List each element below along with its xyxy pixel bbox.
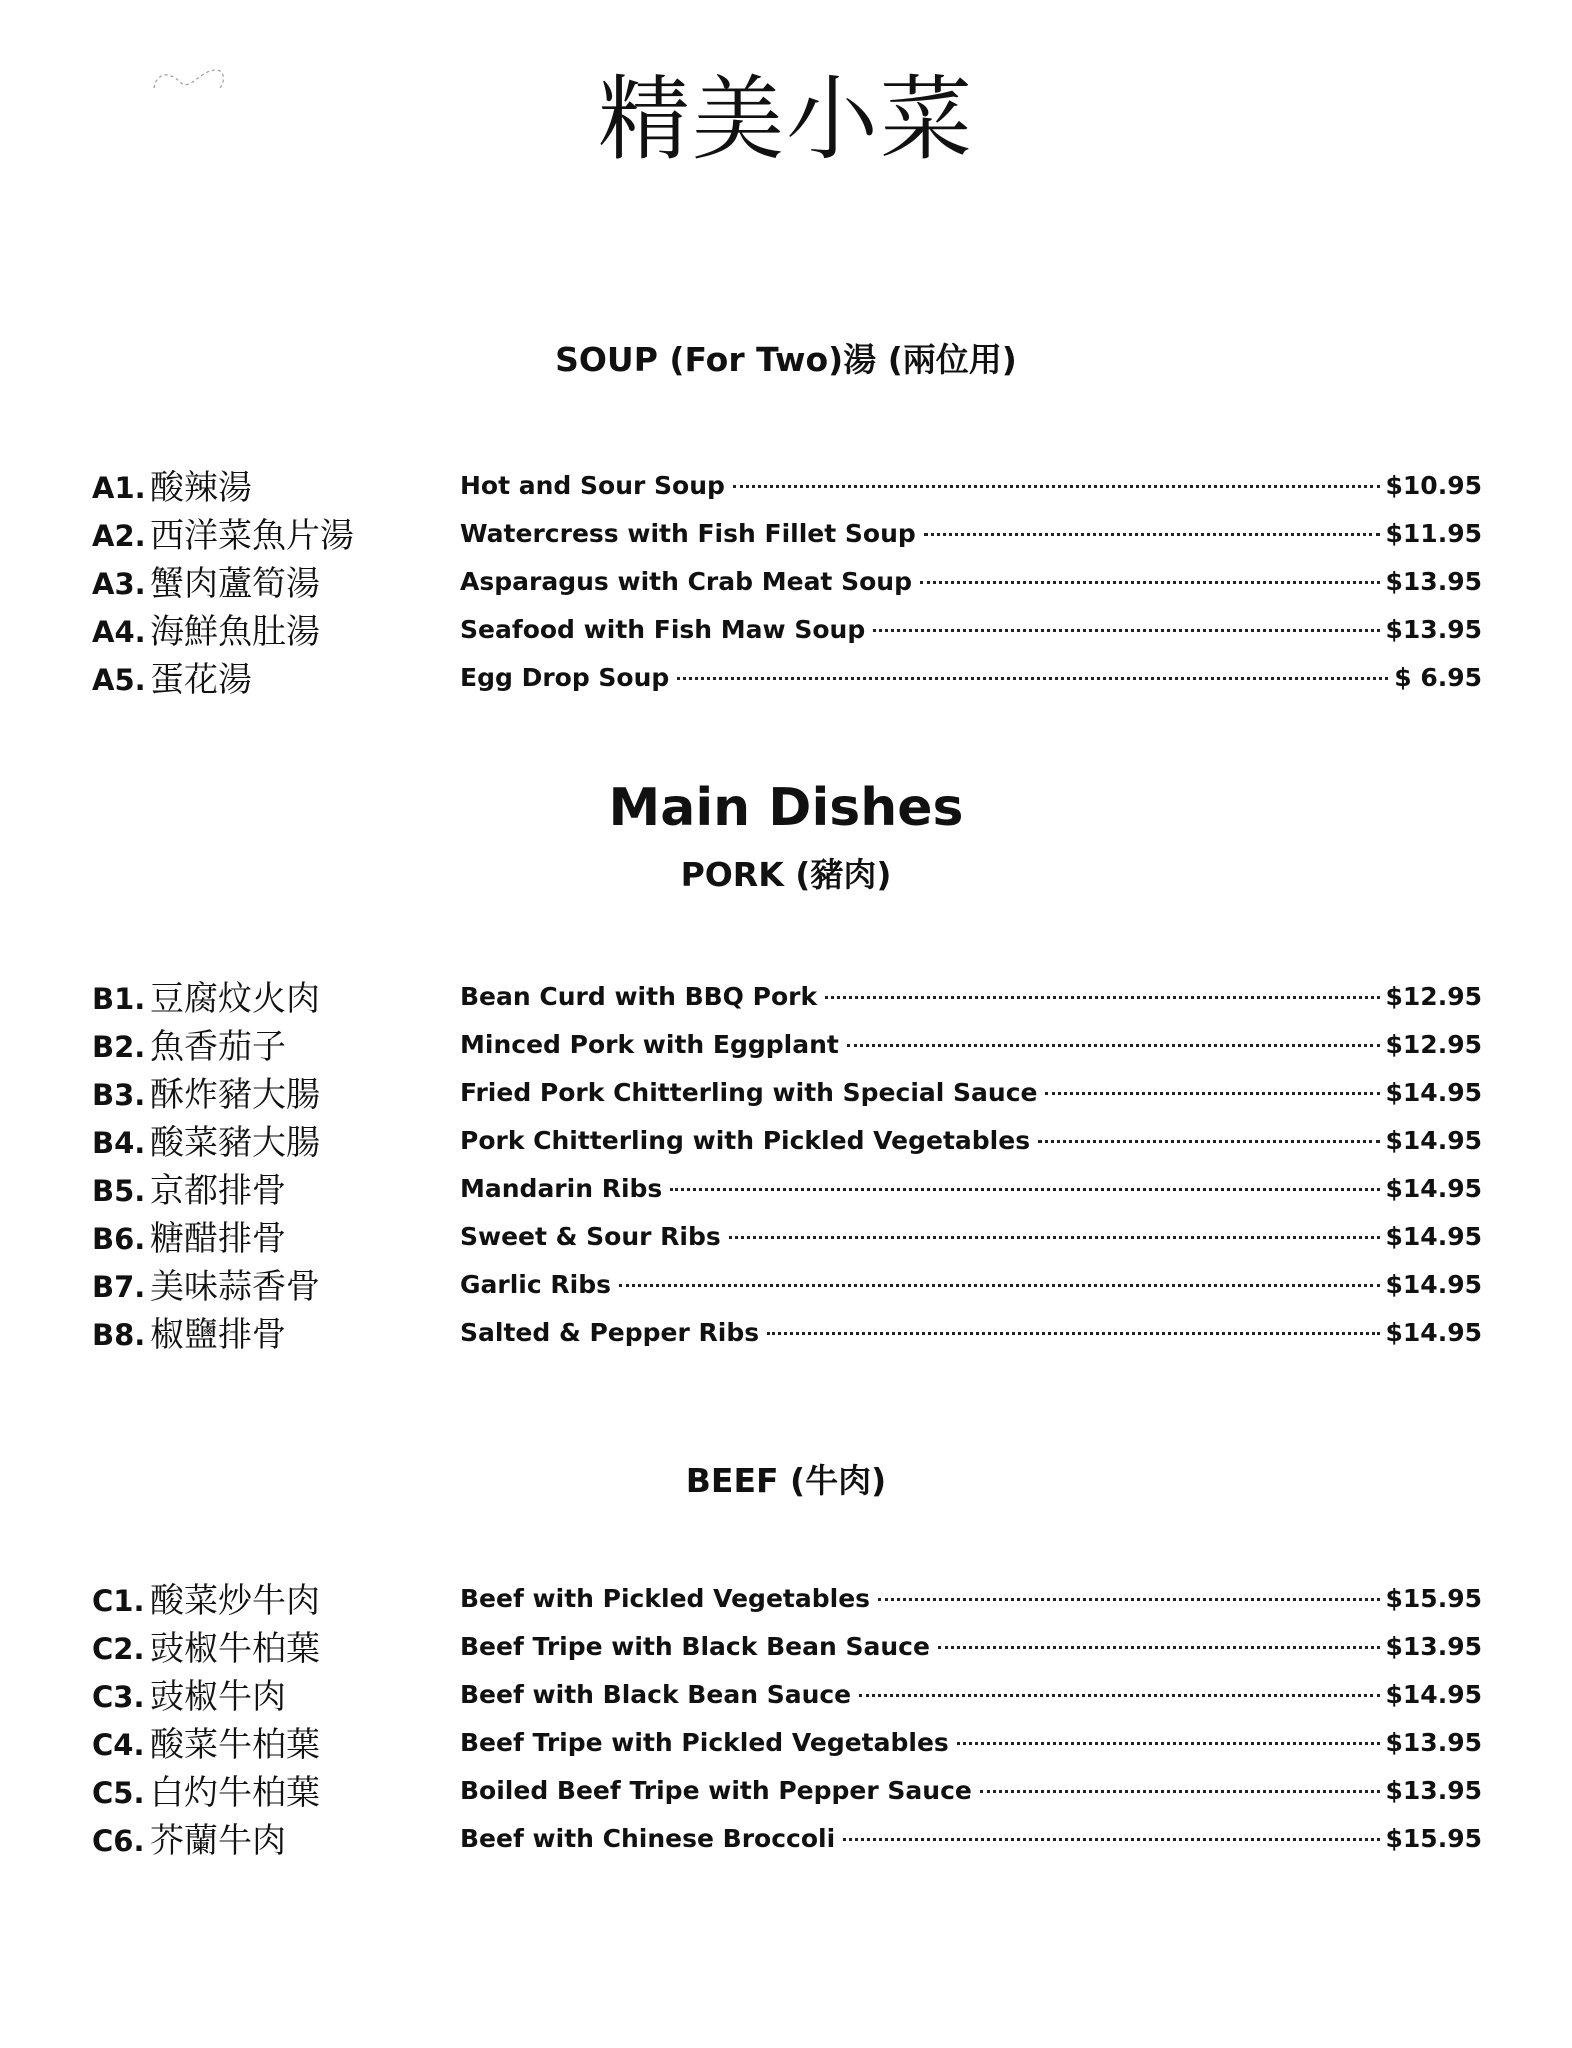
- item-english-name: Beef with Black Bean Sauce: [460, 1680, 852, 1709]
- item-english-row: [460, 1723, 1482, 1763]
- item-code: C4.: [92, 1728, 145, 1762]
- menu-item: [0, 1165, 1572, 1213]
- menu-item: [0, 654, 1572, 702]
- item-chinese-name: 白灼牛柏葉: [150, 1773, 320, 1813]
- item-chinese-name: 酸菜豬大腸: [150, 1123, 320, 1163]
- menu-item: [0, 1309, 1572, 1357]
- dot-leader: [873, 629, 1379, 632]
- item-price: $14.95: [1385, 1680, 1482, 1709]
- item-chinese-name: 酥炸豬大腸: [150, 1075, 320, 1115]
- item-english-row: [460, 1121, 1482, 1161]
- dot-leader: [825, 996, 1379, 999]
- menu-item: [0, 1767, 1572, 1815]
- item-code: B8.: [92, 1318, 146, 1352]
- item-english-row: [460, 1169, 1482, 1209]
- item-price: $15.95: [1385, 1824, 1482, 1853]
- dot-leader: [729, 1236, 1380, 1239]
- item-code: A5.: [92, 663, 146, 697]
- dot-leader: [670, 1188, 1379, 1191]
- item-chinese-name: 豆腐炆火肉: [150, 979, 320, 1019]
- item-english-row: [460, 1579, 1482, 1619]
- item-english-row: [460, 466, 1482, 506]
- item-english-name: Beef Tripe with Black Bean Sauce: [460, 1632, 930, 1661]
- item-chinese-name: 豉椒牛柏葉: [150, 1629, 320, 1669]
- item-code: B4.: [92, 1126, 146, 1160]
- item-price: $14.95: [1385, 1126, 1482, 1155]
- menu-item: [0, 1815, 1572, 1863]
- menu-item: [0, 1069, 1572, 1117]
- menu-item: [0, 1623, 1572, 1671]
- item-english-row: [460, 1313, 1482, 1353]
- item-price: $14.95: [1385, 1222, 1482, 1251]
- dot-leader: [859, 1694, 1379, 1697]
- menu-item: [0, 1117, 1572, 1165]
- item-english-name: Bean Curd with BBQ Pork: [460, 982, 818, 1011]
- item-price: $14.95: [1385, 1270, 1482, 1299]
- item-english-name: Sweet & Sour Ribs: [460, 1222, 721, 1251]
- item-code: B2.: [92, 1030, 146, 1064]
- dot-leader: [920, 581, 1380, 584]
- menu-item: [0, 1575, 1572, 1623]
- item-english-row: [460, 1819, 1482, 1859]
- item-english-name: Salted & Pepper Ribs: [460, 1318, 760, 1347]
- item-english-name: Mandarin Ribs: [460, 1174, 663, 1203]
- item-code: C2.: [92, 1632, 145, 1666]
- item-english-name: Asparagus with Crab Meat Soup: [460, 567, 912, 596]
- item-price: $12.95: [1385, 1030, 1482, 1059]
- item-english-name: Beef with Pickled Vegetables: [460, 1584, 871, 1613]
- dot-leader: [1045, 1092, 1379, 1095]
- item-chinese-name: 豉椒牛肉: [150, 1677, 286, 1717]
- soup-menu-list: [0, 462, 1572, 702]
- item-price: $13.95: [1385, 1776, 1482, 1805]
- item-code: C3.: [92, 1680, 145, 1714]
- menu-item: [0, 606, 1572, 654]
- menu-item: [0, 510, 1572, 558]
- item-chinese-name: 魚香茄子: [150, 1027, 286, 1067]
- item-chinese-name: 蛋花湯: [150, 660, 252, 700]
- item-english-name: Minced Pork with Eggplant: [460, 1030, 839, 1059]
- dot-leader: [843, 1838, 1379, 1841]
- item-english-name: Egg Drop Soup: [460, 663, 670, 692]
- section-heading-beef: BEEF (牛肉): [685, 1461, 887, 1500]
- item-code: C5.: [92, 1776, 145, 1810]
- menu-item: [0, 1719, 1572, 1767]
- item-chinese-name: 酸菜牛柏葉: [150, 1725, 320, 1765]
- item-english-name: Seafood with Fish Maw Soup: [460, 615, 866, 644]
- item-chinese-name: 酸菜炒牛肉: [150, 1581, 320, 1621]
- item-chinese-name: 芥蘭牛肉: [150, 1821, 286, 1861]
- item-code: B5.: [92, 1174, 146, 1208]
- item-chinese-name: 海鮮魚肚湯: [150, 612, 320, 652]
- dot-leader: [980, 1790, 1380, 1793]
- menu-item: [0, 558, 1572, 606]
- item-code: A2.: [92, 519, 146, 553]
- item-code: B6.: [92, 1222, 146, 1256]
- dot-leader: [924, 533, 1380, 536]
- section-heading-soup: SOUP (For Two)湯 (兩位用): [555, 340, 1017, 379]
- item-english-row: [460, 1265, 1482, 1305]
- item-english-row: [460, 1627, 1482, 1667]
- item-english-row: [460, 610, 1482, 650]
- section-heading-main-dishes: Main Dishes: [608, 778, 964, 838]
- menu-item: [0, 1261, 1572, 1309]
- item-code: C6.: [92, 1824, 145, 1858]
- item-chinese-name: 美味蒜香骨: [150, 1267, 320, 1307]
- page-title: 精美小菜: [597, 66, 974, 173]
- item-price: $13.95: [1385, 567, 1482, 596]
- item-english-name: Garlic Ribs: [460, 1270, 611, 1299]
- item-english-row: [460, 977, 1482, 1017]
- item-chinese-name: 京都排骨: [150, 1171, 286, 1211]
- menu-item: [0, 1213, 1572, 1261]
- item-english-row: [460, 1675, 1482, 1715]
- item-code: A4.: [92, 615, 146, 649]
- section-heading-pork: PORK (豬肉): [680, 855, 892, 894]
- item-english-name: Beef Tripe with Pickled Vegetables: [460, 1728, 949, 1757]
- dot-leader: [767, 1332, 1379, 1335]
- menu-item: [0, 1021, 1572, 1069]
- menu-item: [0, 462, 1572, 510]
- item-price: $11.95: [1385, 519, 1482, 548]
- item-english-name: Pork Chitterling with Pickled Vegetables: [460, 1126, 1031, 1155]
- item-code: B1.: [92, 982, 146, 1016]
- item-english-row: [460, 1025, 1482, 1065]
- item-code: C1.: [92, 1584, 145, 1618]
- dot-leader: [733, 485, 1380, 488]
- item-english-row: [460, 514, 1482, 554]
- dot-leader: [1038, 1140, 1379, 1143]
- dot-leader: [878, 1598, 1379, 1601]
- item-english-row: [460, 1217, 1482, 1257]
- item-price: $12.95: [1385, 982, 1482, 1011]
- dot-leader: [957, 1742, 1380, 1745]
- item-code: B7.: [92, 1270, 146, 1304]
- item-english-name: Watercress with Fish Fillet Soup: [460, 519, 916, 548]
- menu-item: [0, 1671, 1572, 1719]
- item-code: B3.: [92, 1078, 146, 1112]
- item-english-row: [460, 1073, 1482, 1113]
- item-code: A1.: [92, 471, 146, 505]
- item-code: A3.: [92, 567, 146, 601]
- pork-menu-list: [0, 973, 1572, 1357]
- item-price: $14.95: [1385, 1078, 1482, 1107]
- item-price: $13.95: [1385, 615, 1482, 644]
- item-english-name: Boiled Beef Tripe with Pepper Sauce: [460, 1776, 972, 1805]
- item-chinese-name: 西洋菜魚片湯: [150, 516, 354, 556]
- item-chinese-name: 酸辣湯: [150, 468, 252, 508]
- item-chinese-name: 糖醋排骨: [150, 1219, 286, 1259]
- beef-menu-list: [0, 1575, 1572, 1863]
- item-price: $14.95: [1385, 1318, 1482, 1347]
- dot-leader: [847, 1044, 1380, 1047]
- item-price: $14.95: [1385, 1174, 1482, 1203]
- item-chinese-name: 蟹肉蘆筍湯: [150, 564, 320, 604]
- item-price: $13.95: [1385, 1728, 1482, 1757]
- item-price: $13.95: [1385, 1632, 1482, 1661]
- item-english-name: Hot and Sour Soup: [460, 471, 725, 500]
- dot-leader: [619, 1284, 1380, 1287]
- item-chinese-name: 椒鹽排骨: [150, 1315, 286, 1355]
- menu-item: [0, 973, 1572, 1021]
- item-english-row: [460, 562, 1482, 602]
- item-english-row: [460, 658, 1482, 698]
- item-english-name: Fried Pork Chitterling with Special Sauce: [460, 1078, 1038, 1107]
- item-english-name: Beef with Chinese Broccoli: [460, 1824, 836, 1853]
- item-price: $ 6.95: [1394, 663, 1482, 692]
- item-price: $15.95: [1385, 1584, 1482, 1613]
- dot-leader: [677, 677, 1388, 680]
- item-english-row: [460, 1771, 1482, 1811]
- dot-leader: [938, 1646, 1380, 1649]
- item-price: $10.95: [1385, 471, 1482, 500]
